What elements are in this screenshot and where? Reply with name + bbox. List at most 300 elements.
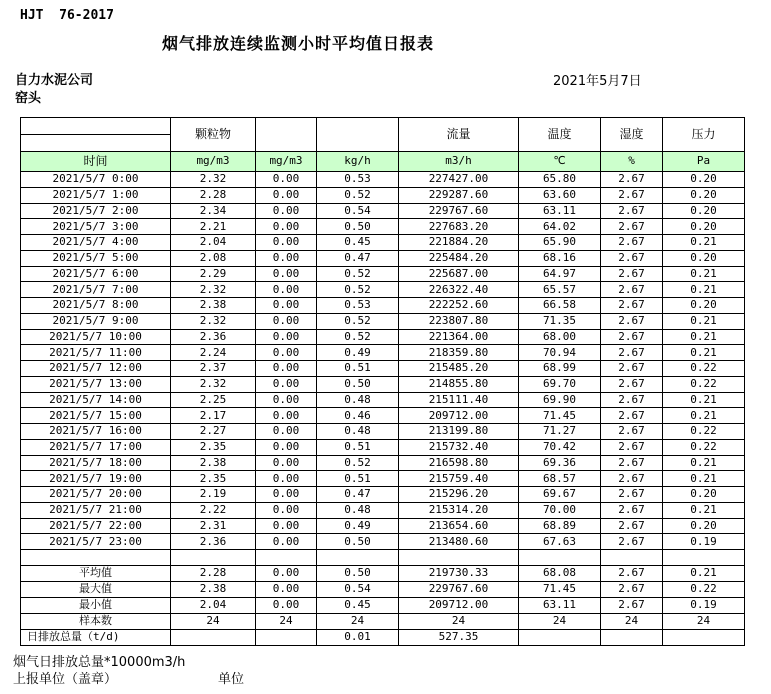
- table-row: [21, 329, 745, 345]
- value-cell: [519, 630, 601, 646]
- value-cell: 0.00: [256, 502, 317, 518]
- row-label-cell: 样本数: [21, 614, 171, 630]
- value-cell: 0.48: [317, 424, 399, 440]
- value-cell: 0.20: [663, 250, 745, 266]
- row-label-cell: 最大值: [21, 582, 171, 598]
- value-cell: 0.51: [317, 471, 399, 487]
- table-row: [21, 471, 745, 487]
- row-label-cell: 2021/5/7 3:00: [21, 219, 171, 235]
- value-cell: 215111.40: [399, 392, 519, 408]
- value-cell: 213654.60: [399, 518, 519, 534]
- row-label-cell: 2021/5/7 13:00: [21, 376, 171, 392]
- value-cell: 0.19: [663, 598, 745, 614]
- company-name: 自力水泥公司: [15, 73, 94, 88]
- value-cell: 0.00: [256, 471, 317, 487]
- value-cell: 0.21: [663, 566, 745, 582]
- row-label-cell: 2021/5/7 2:00: [21, 203, 171, 219]
- value-cell: 0.53: [317, 172, 399, 188]
- value-cell: 2.38: [171, 582, 256, 598]
- value-cell: 225484.20: [399, 250, 519, 266]
- value-cell: 2.25: [171, 392, 256, 408]
- value-cell: 0.00: [256, 329, 317, 345]
- table-row: [21, 487, 745, 503]
- value-cell: 0.00: [256, 566, 317, 582]
- value-cell: 71.27: [519, 424, 601, 440]
- value-cell: 63.11: [519, 203, 601, 219]
- value-cell: 0.52: [317, 266, 399, 282]
- value-cell: 2.67: [601, 534, 663, 550]
- row-label-cell: 2021/5/7 9:00: [21, 313, 171, 329]
- value-cell: 0.00: [256, 534, 317, 550]
- value-cell: 229767.60: [399, 582, 519, 598]
- value-cell: 2.37: [171, 361, 256, 377]
- unit-cell-celsius: ℃: [519, 152, 601, 172]
- value-cell: 68.99: [519, 361, 601, 377]
- value-cell: 0.00: [256, 187, 317, 203]
- value-cell: 24: [399, 614, 519, 630]
- value-cell: 0.21: [663, 345, 745, 361]
- value-cell: [663, 550, 745, 566]
- value-cell: 229287.60: [399, 187, 519, 203]
- value-cell: 63.60: [519, 187, 601, 203]
- value-cell: 2.35: [171, 439, 256, 455]
- value-cell: [256, 630, 317, 646]
- value-cell: 2.35: [171, 471, 256, 487]
- value-cell: 221364.00: [399, 329, 519, 345]
- reporting-unit-stamp-label: 上报单位（盖章）: [13, 672, 118, 687]
- doc-standard-code: HJT 76-2017: [20, 8, 114, 23]
- row-label-cell: 2021/5/7 17:00: [21, 439, 171, 455]
- value-cell: 2.04: [171, 235, 256, 251]
- table-header: [21, 118, 745, 172]
- report-date: 2021年5月7日: [553, 74, 642, 89]
- value-cell: 69.36: [519, 455, 601, 471]
- row-label-cell: 2021/5/7 23:00: [21, 534, 171, 550]
- value-cell: [399, 550, 519, 566]
- row-label-cell: 2021/5/7 4:00: [21, 235, 171, 251]
- column-header-flow: 流量: [399, 118, 519, 152]
- value-cell: 2.67: [601, 266, 663, 282]
- value-cell: 0.20: [663, 172, 745, 188]
- value-cell: 0.45: [317, 598, 399, 614]
- value-cell: 227683.20: [399, 219, 519, 235]
- value-cell: 0.52: [317, 187, 399, 203]
- value-cell: 0.50: [317, 534, 399, 550]
- value-cell: 2.29: [171, 266, 256, 282]
- hourly-data-rows: [21, 172, 745, 550]
- value-cell: 65.80: [519, 172, 601, 188]
- unit-cell-mgm3-a: mg/m3: [171, 152, 256, 172]
- table-row: [21, 455, 745, 471]
- value-cell: 2.28: [171, 566, 256, 582]
- value-cell: 0.21: [663, 455, 745, 471]
- value-cell: 0.21: [663, 235, 745, 251]
- value-cell: 2.04: [171, 598, 256, 614]
- value-cell: 0.00: [256, 392, 317, 408]
- table-row: [21, 345, 745, 361]
- value-cell: 0.52: [317, 329, 399, 345]
- value-cell: 222252.60: [399, 298, 519, 314]
- value-cell: 63.11: [519, 598, 601, 614]
- row-label-cell: 2021/5/7 1:00: [21, 187, 171, 203]
- row-label-cell: 2021/5/7 22:00: [21, 518, 171, 534]
- value-cell: 2.67: [601, 582, 663, 598]
- value-cell: 0.22: [663, 439, 745, 455]
- column-header-temperature: 温度: [519, 118, 601, 152]
- value-cell: 0.20: [663, 219, 745, 235]
- value-cell: 0.20: [663, 487, 745, 503]
- value-cell: 0.54: [317, 203, 399, 219]
- value-cell: 0.47: [317, 250, 399, 266]
- value-cell: 67.63: [519, 534, 601, 550]
- value-cell: 2.67: [601, 408, 663, 424]
- value-cell: 0.00: [256, 250, 317, 266]
- value-cell: 70.00: [519, 502, 601, 518]
- page-title: 烟气排放连续监测小时平均值日报表: [161, 34, 434, 53]
- value-cell: 219730.33: [399, 566, 519, 582]
- value-cell: 2.67: [601, 298, 663, 314]
- unit-header-row: [21, 152, 745, 172]
- value-cell: [663, 630, 745, 646]
- value-cell: 0.22: [663, 424, 745, 440]
- value-cell: 0.00: [256, 219, 317, 235]
- value-cell: 227427.00: [399, 172, 519, 188]
- value-cell: 0.21: [663, 392, 745, 408]
- value-cell: [601, 550, 663, 566]
- value-cell: 0.21: [663, 313, 745, 329]
- value-cell: 0.21: [663, 329, 745, 345]
- table-row: [21, 424, 745, 440]
- value-cell: 0.51: [317, 439, 399, 455]
- value-cell: 0.50: [317, 376, 399, 392]
- value-cell: 2.28: [171, 187, 256, 203]
- value-cell: 223807.80: [399, 313, 519, 329]
- value-cell: 2.32: [171, 282, 256, 298]
- value-cell: 0.21: [663, 471, 745, 487]
- value-cell: 2.67: [601, 502, 663, 518]
- value-cell: 68.08: [519, 566, 601, 582]
- row-label-cell: 2021/5/7 16:00: [21, 424, 171, 440]
- value-cell: 0.00: [256, 518, 317, 534]
- value-cell: 24: [601, 614, 663, 630]
- value-cell: 215314.20: [399, 502, 519, 518]
- row-label-cell: 2021/5/7 8:00: [21, 298, 171, 314]
- value-cell: 2.22: [171, 502, 256, 518]
- value-cell: 64.02: [519, 219, 601, 235]
- row-label-cell: 2021/5/7 10:00: [21, 329, 171, 345]
- value-cell: 226322.40: [399, 282, 519, 298]
- row-label-cell: 2021/5/7 21:00: [21, 502, 171, 518]
- value-cell: 71.45: [519, 582, 601, 598]
- table-row: [21, 550, 745, 566]
- value-cell: 2.08: [171, 250, 256, 266]
- value-cell: 66.58: [519, 298, 601, 314]
- value-cell: [317, 550, 399, 566]
- unit-cell-mgm3-b: mg/m3: [256, 152, 317, 172]
- value-cell: 225687.00: [399, 266, 519, 282]
- value-cell: 0.49: [317, 345, 399, 361]
- value-cell: 209712.00: [399, 598, 519, 614]
- value-cell: 0.19: [663, 534, 745, 550]
- row-label-cell: 2021/5/7 15:00: [21, 408, 171, 424]
- value-cell: 70.94: [519, 345, 601, 361]
- table-row: [21, 630, 745, 646]
- value-cell: 65.90: [519, 235, 601, 251]
- value-cell: 0.47: [317, 487, 399, 503]
- value-cell: 24: [519, 614, 601, 630]
- value-cell: 2.19: [171, 487, 256, 503]
- row-label-cell: [21, 550, 171, 566]
- value-cell: 68.16: [519, 250, 601, 266]
- table-row: [21, 502, 745, 518]
- value-cell: 0.00: [256, 598, 317, 614]
- value-cell: 2.32: [171, 313, 256, 329]
- value-cell: 0.48: [317, 502, 399, 518]
- value-cell: 0.53: [317, 298, 399, 314]
- value-cell: 0.52: [317, 455, 399, 471]
- value-cell: 0.00: [256, 313, 317, 329]
- value-cell: 2.67: [601, 313, 663, 329]
- row-label-cell: 2021/5/7 6:00: [21, 266, 171, 282]
- flow-total-footnote: 烟气日排放总量*10000m3/h: [13, 655, 186, 670]
- value-cell: 24: [663, 614, 745, 630]
- value-cell: 0.00: [256, 439, 317, 455]
- row-label-cell: 2021/5/7 18:00: [21, 455, 171, 471]
- table-row: [21, 361, 745, 377]
- value-cell: 2.67: [601, 598, 663, 614]
- value-cell: 0.54: [317, 582, 399, 598]
- value-cell: 218359.80: [399, 345, 519, 361]
- row-label-cell: 2021/5/7 7:00: [21, 282, 171, 298]
- value-cell: 2.38: [171, 298, 256, 314]
- value-cell: 0.00: [256, 455, 317, 471]
- group-header-row: [21, 118, 745, 135]
- value-cell: 69.67: [519, 487, 601, 503]
- table-row: [21, 266, 745, 282]
- value-cell: 2.21: [171, 219, 256, 235]
- table-row: [21, 313, 745, 329]
- value-cell: 527.35: [399, 630, 519, 646]
- table-row: [21, 172, 745, 188]
- row-label-cell: 2021/5/7 14:00: [21, 392, 171, 408]
- table-row: [21, 582, 745, 598]
- value-cell: 2.17: [171, 408, 256, 424]
- row-label-cell: 最小值: [21, 598, 171, 614]
- table-row: [21, 566, 745, 582]
- unit-cell-percent: %: [601, 152, 663, 172]
- value-cell: 2.24: [171, 345, 256, 361]
- row-label-cell: 2021/5/7 0:00: [21, 172, 171, 188]
- value-cell: 214855.80: [399, 376, 519, 392]
- value-cell: 221884.20: [399, 235, 519, 251]
- value-cell: 0.49: [317, 518, 399, 534]
- column-header-humidity: 湿度: [601, 118, 663, 152]
- table-row: [21, 598, 745, 614]
- header-corner-cell-bottom: [21, 135, 171, 152]
- value-cell: 2.32: [171, 172, 256, 188]
- value-cell: 0.52: [317, 313, 399, 329]
- value-cell: 229767.60: [399, 203, 519, 219]
- value-cell: 0.21: [663, 266, 745, 282]
- row-label-cell: 2021/5/7 19:00: [21, 471, 171, 487]
- value-cell: 24: [256, 614, 317, 630]
- table-row: [21, 219, 745, 235]
- value-cell: 2.67: [601, 471, 663, 487]
- value-cell: 2.67: [601, 345, 663, 361]
- value-cell: 0.20: [663, 298, 745, 314]
- value-cell: [519, 550, 601, 566]
- unit-label: 单位: [218, 672, 245, 687]
- value-cell: [171, 630, 256, 646]
- value-cell: 0.00: [256, 376, 317, 392]
- row-label-cell: 2021/5/7 5:00: [21, 250, 171, 266]
- value-cell: 2.27: [171, 424, 256, 440]
- value-cell: 2.67: [601, 392, 663, 408]
- value-cell: 0.20: [663, 203, 745, 219]
- header-corner-cell-top: [21, 118, 171, 135]
- value-cell: 0.00: [256, 408, 317, 424]
- value-cell: 2.67: [601, 250, 663, 266]
- value-cell: 0.22: [663, 361, 745, 377]
- table-row: [21, 408, 745, 424]
- unit-cell-m3h: m3/h: [399, 152, 519, 172]
- value-cell: 2.67: [601, 282, 663, 298]
- value-cell: 2.67: [601, 187, 663, 203]
- value-cell: 0.48: [317, 392, 399, 408]
- value-cell: 0.46: [317, 408, 399, 424]
- unit-cell-kgh: kg/h: [317, 152, 399, 172]
- value-cell: 70.42: [519, 439, 601, 455]
- emission-report-table: [20, 117, 745, 646]
- row-label-cell: 2021/5/7 11:00: [21, 345, 171, 361]
- column-header-particulate: 颗粒物: [171, 118, 256, 152]
- value-cell: 0.50: [317, 566, 399, 582]
- value-cell: 0.00: [256, 282, 317, 298]
- value-cell: 0.52: [317, 282, 399, 298]
- value-cell: 2.32: [171, 376, 256, 392]
- monitoring-point-name: 窑头: [15, 91, 42, 106]
- value-cell: [601, 630, 663, 646]
- value-cell: 0.20: [663, 187, 745, 203]
- value-cell: 71.35: [519, 313, 601, 329]
- value-cell: 69.70: [519, 376, 601, 392]
- value-cell: 213480.60: [399, 534, 519, 550]
- table-row: [21, 298, 745, 314]
- value-cell: [256, 550, 317, 566]
- summary-rows: [21, 550, 745, 646]
- value-cell: 2.67: [601, 172, 663, 188]
- value-cell: 68.00: [519, 329, 601, 345]
- value-cell: 0.21: [663, 408, 745, 424]
- value-cell: 215485.20: [399, 361, 519, 377]
- table-row: [21, 392, 745, 408]
- value-cell: 2.67: [601, 361, 663, 377]
- value-cell: 2.67: [601, 487, 663, 503]
- table-row: [21, 614, 745, 630]
- value-cell: 2.67: [601, 455, 663, 471]
- table-row: [21, 439, 745, 455]
- value-cell: 68.57: [519, 471, 601, 487]
- value-cell: 0.00: [256, 266, 317, 282]
- value-cell: 2.67: [601, 329, 663, 345]
- column-header-blank-1: [256, 118, 317, 152]
- value-cell: 0.22: [663, 582, 745, 598]
- value-cell: 2.36: [171, 534, 256, 550]
- value-cell: 0.00: [256, 172, 317, 188]
- row-label-cell: 平均值: [21, 566, 171, 582]
- value-cell: 215759.40: [399, 471, 519, 487]
- value-cell: 0.00: [256, 203, 317, 219]
- row-label-cell: 2021/5/7 12:00: [21, 361, 171, 377]
- value-cell: 2.67: [601, 518, 663, 534]
- value-cell: 68.89: [519, 518, 601, 534]
- value-cell: 2.67: [601, 235, 663, 251]
- table-row: [21, 187, 745, 203]
- table-row: [21, 518, 745, 534]
- time-column-header: 时间: [21, 152, 171, 172]
- value-cell: 24: [317, 614, 399, 630]
- value-cell: 0.01: [317, 630, 399, 646]
- value-cell: 69.90: [519, 392, 601, 408]
- value-cell: 0.00: [256, 345, 317, 361]
- table-row: [21, 250, 745, 266]
- value-cell: 0.20: [663, 518, 745, 534]
- table-row: [21, 282, 745, 298]
- value-cell: 0.00: [256, 487, 317, 503]
- column-header-blank-2: [317, 118, 399, 152]
- value-cell: 2.67: [601, 376, 663, 392]
- table-row: [21, 235, 745, 251]
- value-cell: 0.21: [663, 502, 745, 518]
- value-cell: 64.97: [519, 266, 601, 282]
- table-row: [21, 203, 745, 219]
- value-cell: 0.22: [663, 376, 745, 392]
- table-row: [21, 376, 745, 392]
- value-cell: 0.50: [317, 219, 399, 235]
- column-header-pressure: 压力: [663, 118, 745, 152]
- value-cell: 0.21: [663, 282, 745, 298]
- value-cell: 0.00: [256, 361, 317, 377]
- value-cell: 0.00: [256, 582, 317, 598]
- value-cell: 216598.80: [399, 455, 519, 471]
- value-cell: 209712.00: [399, 408, 519, 424]
- row-label-cell: 日排放总量（t/d): [21, 630, 171, 646]
- value-cell: 65.57: [519, 282, 601, 298]
- value-cell: 0.45: [317, 235, 399, 251]
- value-cell: 2.67: [601, 424, 663, 440]
- value-cell: [171, 550, 256, 566]
- value-cell: 0.00: [256, 298, 317, 314]
- value-cell: 2.67: [601, 203, 663, 219]
- value-cell: 2.67: [601, 219, 663, 235]
- unit-cell-pa: Pa: [663, 152, 745, 172]
- value-cell: 2.31: [171, 518, 256, 534]
- value-cell: 213199.80: [399, 424, 519, 440]
- value-cell: 215296.20: [399, 487, 519, 503]
- value-cell: 0.00: [256, 235, 317, 251]
- value-cell: 2.34: [171, 203, 256, 219]
- value-cell: 2.67: [601, 439, 663, 455]
- value-cell: 2.36: [171, 329, 256, 345]
- value-cell: 71.45: [519, 408, 601, 424]
- table-row: [21, 534, 745, 550]
- value-cell: 2.38: [171, 455, 256, 471]
- value-cell: 2.67: [601, 566, 663, 582]
- value-cell: 0.00: [256, 424, 317, 440]
- value-cell: 215732.40: [399, 439, 519, 455]
- value-cell: 0.51: [317, 361, 399, 377]
- row-label-cell: 2021/5/7 20:00: [21, 487, 171, 503]
